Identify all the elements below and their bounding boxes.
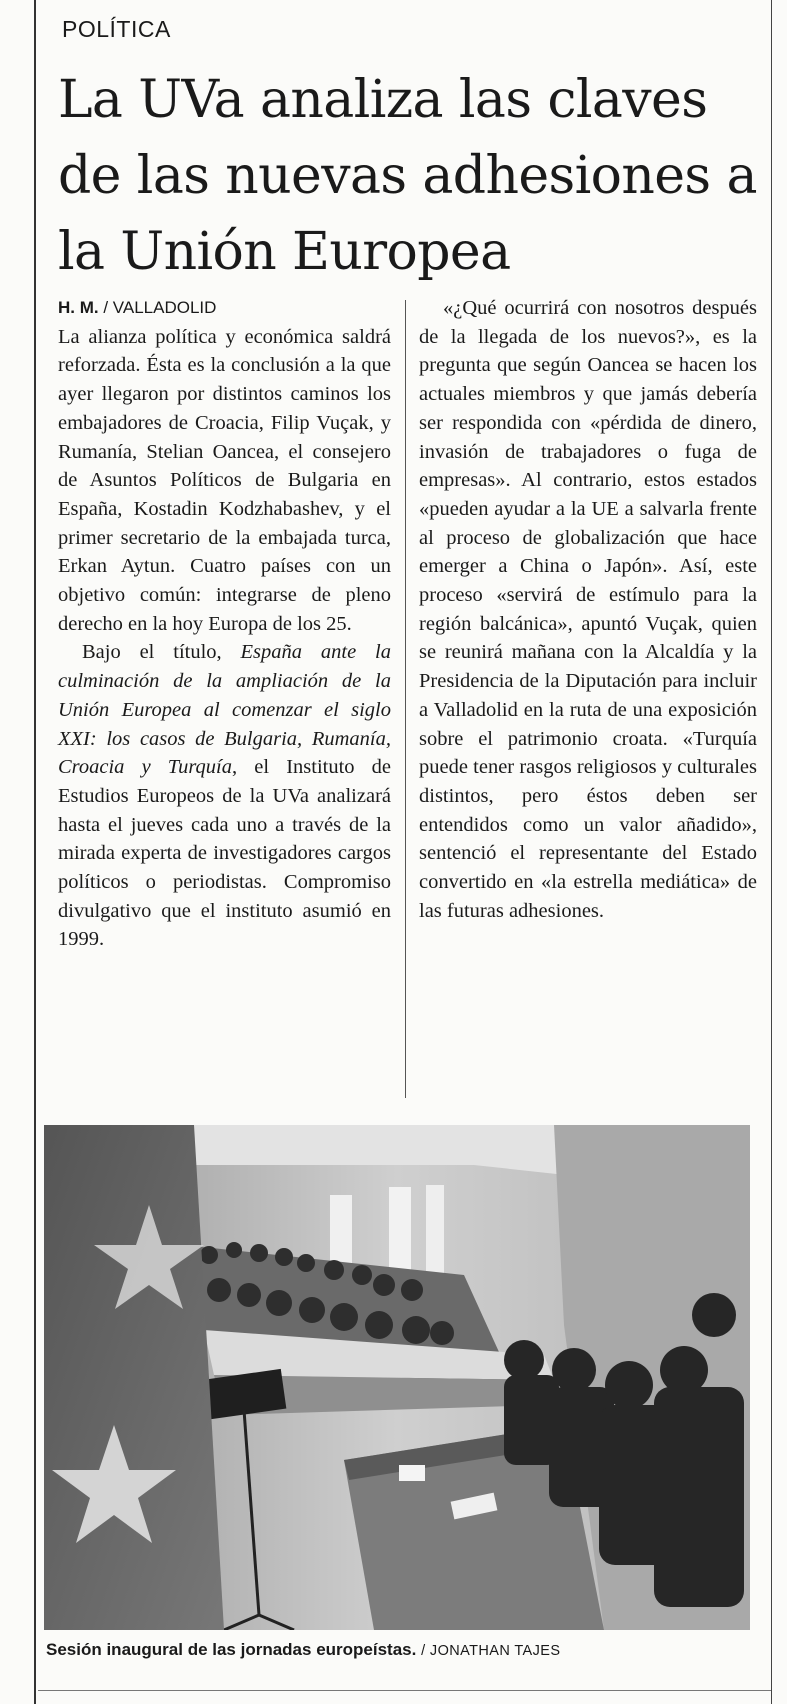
article-column-right	[419, 294, 757, 925]
bottom-rule	[38, 1690, 771, 1691]
event-title: España ante la culminación de la ampliación de la Unión Europea al comenzar el siglo XXI: los casos de Bulgaria, Rumanía, Croacia y Turquía	[58, 641, 392, 779]
section-label: POLÍTICA	[62, 16, 171, 42]
paragraph-2-lead: Bajo el título,	[82, 641, 241, 664]
paragraph-1: La alianza política y económica saldrá reforzada. Ésta es la conclusión a la que ayer llegaron por distintos caminos los embajadores de Croacia, Filip Vuçak, y Rumanía, Stelian Oancea, el consejero de Asuntos Políticos de Bulgaria en España, Kostadin Kodzhabashev, y el primer secretario de la embajada turca, Erkan Aytun. Cuatro países con un objetivo común: integrarse de pleno derecho en la hoy Europa de los 25.	[58, 325, 391, 635]
paragraph-2-rest: , el Instituto de Estudios Europeos de la UVa analizará hasta el jueves cada uno a través de la mirada experta de investigadores cargos políticos o periodistas. Compromiso divulgativo que el instituto asumió en 1999.	[58, 756, 392, 951]
article-column-left	[58, 294, 391, 954]
caption-text: Sesión inaugural de las jornadas europeístas.	[46, 1640, 417, 1659]
left-column-rule	[34, 0, 36, 1704]
photo-caption	[46, 1640, 766, 1660]
photo-credit: / JONATHAN TAJES	[421, 1643, 561, 1659]
byline-author: H. M.	[58, 298, 99, 317]
paragraph-2	[58, 638, 391, 954]
news-photo	[44, 1125, 750, 1630]
byline	[58, 294, 391, 323]
byline-location: / VALLADOLID	[103, 298, 217, 317]
conference-room-photo	[44, 1125, 750, 1630]
column-divider	[405, 300, 406, 1098]
paragraph-3: «¿Qué ocurrirá con nosotros después de la llegada de los nuevos?», es la pregunta que según Oancea se hacen los actuales miembros y que jamás debería ser respondida con «pérdida de dinero, invasión de trabajadores o fuga de empresas». Al contrario, estos estados «pueden ayudar a la UE a salvarla frente al proceso de globalización que hace emerger a China o Japón». Así, este proceso «servirá de estímulo para la región balcánica», apuntó Vuçak, quien se reunirá mañana con la Alcaldía y la Presidencia de la Diputación para incluir a Valladolid en la ruta de una exposición sobre el patrimonio croata. «Turquía puede tener rasgos religiosos y culturales distintos, pero éstos deben ser entendidos como un valor añadido», sentenció el representante del Estado convertido en «la estrella mediática» de las futuras adhesiones.	[419, 297, 757, 922]
headline: La UVa analiza las claves de las nuevas adhesiones a la Unión Europea	[58, 70, 757, 282]
right-edge-rule	[771, 0, 772, 1704]
